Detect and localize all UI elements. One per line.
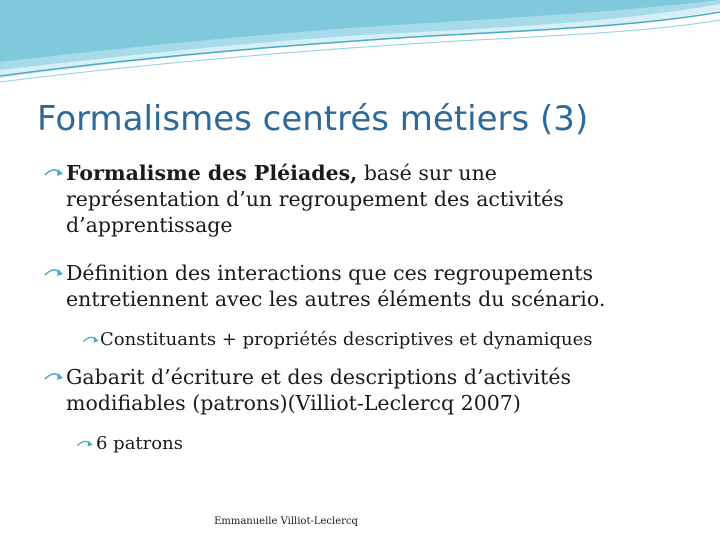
- arrow-bullet-icon: [82, 328, 104, 352]
- bullet-definition-line1: Définition des interactions que ces regroupements: [66, 261, 593, 285]
- arrow-bullet-icon: [44, 260, 66, 286]
- sub-bullet-patrons: [76, 432, 183, 456]
- bullet-pleiades-bold: Formalisme des Pléiades,: [66, 161, 358, 185]
- sub-bullet-patrons-text: 6 patrons: [96, 433, 183, 454]
- bullet-pleiades-rest: basé sur une: [357, 161, 497, 185]
- footer-author: Emmanuelle Villiot-Leclercq: [214, 516, 358, 527]
- sub-bullet-constituants-text: Constituants + propriétés descriptives et dynamiques: [100, 329, 593, 350]
- bullet-gabarit-line2: modifiables (patrons)(Villiot-Leclercq 2007): [66, 391, 521, 415]
- bullet-pleiades-line3: d’apprentissage: [66, 213, 233, 237]
- footer: [0, 516, 720, 527]
- header-wave-decoration: [0, 0, 720, 90]
- bullet-definition-line2: entretiennent avec les autres éléments du scénario.: [66, 287, 606, 311]
- sub-bullet-constituants: [82, 328, 593, 352]
- bullet-gabarit: [44, 364, 571, 416]
- arrow-bullet-icon: [44, 160, 66, 186]
- arrow-bullet-icon: [44, 364, 66, 390]
- arrow-bullet-icon: [76, 432, 98, 456]
- bullet-definition: [44, 260, 605, 312]
- bullet-gabarit-line1: Gabarit d’écriture et des descriptions d’activités: [66, 365, 572, 389]
- bullet-pleiades-line2: représentation d’un regroupement des activités: [66, 187, 564, 211]
- bullet-pleiades: [44, 160, 564, 238]
- slide-title: Formalismes centrés métiers (3): [37, 99, 589, 139]
